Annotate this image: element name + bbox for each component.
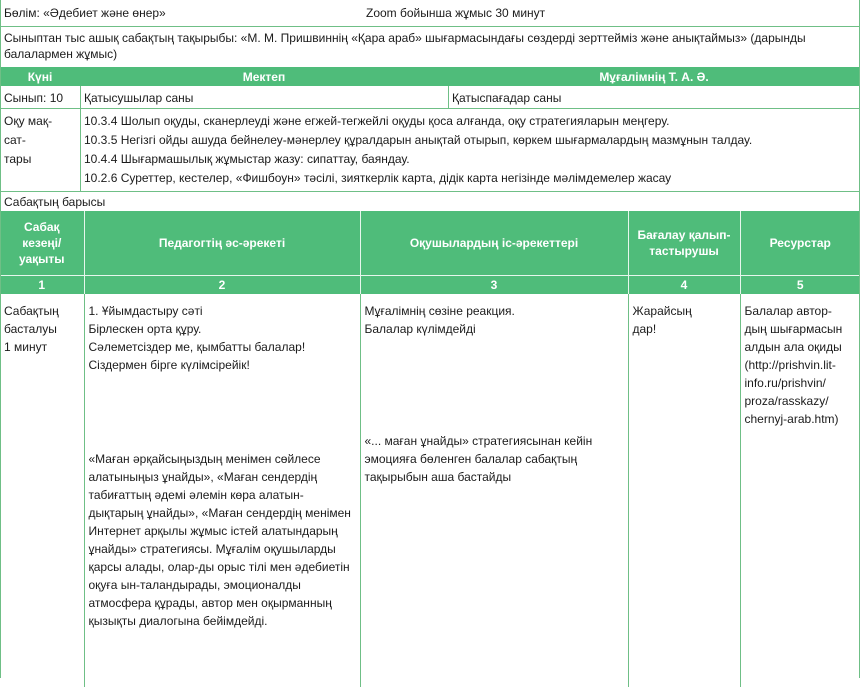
- student-reaction: Мұғалімнің сөзіне реакция. Балалар күлімдейді: [364, 304, 515, 336]
- objective-item: 10.3.5 Негізгі ойды ашуда бейнелеу-мәнерлеу құралдарын анықтай отырып, көркем шығармалардың мазмұнын талдау.: [84, 133, 753, 147]
- column-number: 1: [0, 276, 84, 295]
- objective-item: 10.3.4 Шолып оқуды, сканерлеуді және егжей-тегжейлі оқуды қоса алғанда, оқу стратегияларын меңгеру.: [84, 114, 670, 128]
- objectives-label-text: Оқу мақ- сат- тары: [4, 114, 53, 166]
- resources-cell: Балалар автор- дың шығармасын алдын ала оқиды (http://prishvin.lit- info.ru/prishvin/ proza/rasskazy/ chernyj-arab.htm): [744, 304, 843, 426]
- zoom-note: Zoom бойынша жұмыс 30 минут: [366, 6, 546, 20]
- student-strategy-response: «... маған ұнайды» стратегиясынан кейін эмоцияға бөленген балалар сабақтың тақырыбын аша бастайды: [364, 434, 593, 484]
- absent-count-label: Қатыспағадар саны: [452, 91, 562, 105]
- column-number: 3: [360, 276, 628, 295]
- objective-item: 10.2.6 Суреттер, кестелер, «Фишбоун» тәсілі, зияткерлік карта, дідік карта негізінде мәлімдемелер жасау: [84, 171, 672, 185]
- objectives-row: [0, 108, 860, 192]
- spacer: [365, 338, 624, 432]
- class-row: [0, 86, 860, 109]
- divider: [80, 108, 81, 191]
- lesson-table: [0, 211, 860, 687]
- stage-cell: Сабақтың басталуы 1 минут: [0, 294, 84, 687]
- assessment-cell: Жарайсың дар!: [628, 294, 740, 687]
- section-row: [0, 0, 860, 27]
- objectives-label: [4, 112, 74, 169]
- lesson-topic: Сыныптан тыс ашық сабақтың тақырыбы: «М. М. Пришвиннің «Қара араб» шығармасындағы сөздерді зерттейміз және анықтаймыз» (дарынды балалармен жұмыс): [0, 26, 860, 71]
- present-count-label: Қатысушылар саны: [84, 91, 194, 105]
- column-number-row: [0, 276, 860, 295]
- stage-header: Сабақ кезеңі/ уақыты: [0, 211, 84, 276]
- spacer: [89, 374, 356, 450]
- section-label: Бөлім: «Әдебиет және өнер»: [4, 6, 166, 20]
- divider: [448, 86, 449, 108]
- class-label: Сынып: 10: [4, 91, 64, 105]
- assessment-header: Бағалау қалып- тастырушы: [628, 211, 740, 276]
- column-number: 5: [740, 276, 860, 295]
- teacher-activity-cell: [84, 294, 360, 687]
- progress-title: Сабақтың барысы: [4, 195, 106, 209]
- column-number: 4: [628, 276, 740, 295]
- resources-header: Ресурстар: [740, 211, 860, 276]
- progress-title-row: [0, 191, 860, 211]
- student-activity-cell: [360, 294, 628, 687]
- objective-item: 10.4.4 Шығармашылық жұмыстар жазу: сипаттау, баяндау.: [84, 152, 410, 166]
- column-number: 2: [84, 276, 360, 295]
- day-header: Күні: [27, 70, 53, 84]
- objectives-list: [84, 112, 752, 188]
- table-row: [0, 294, 860, 687]
- info-header-row: [0, 67, 860, 86]
- student-activity-header: Оқушылардың іс-әрекеттері: [360, 211, 628, 276]
- teacher-header: Мұғалімнің Т. А. Ә.: [599, 70, 709, 84]
- table-header-row: [0, 211, 860, 276]
- teacher-activity-header: Педагогтің әс-әрекеті: [84, 211, 360, 276]
- school-header: Мектеп: [242, 70, 286, 84]
- teacher-activity-intro: 1. Ұйымдастыру сәті Бірлескен орта құру. Сәлеметсіздер ме, қымбатты балалар! Сіздермен бірге күлімсірейік!: [88, 304, 306, 372]
- divider: [80, 86, 81, 108]
- teacher-activity-strategy: «Маған әрқайсыңыздың менімен сөйлесе алатыныңыз ұнайды», «Маған сендердің табиғаттың әдемі әлемін көра алатын-дықтарың ұнайды», «Маған сендердің менімен Интернет арқылы жұмыс істей алатындарың ұнайды» стратегиясы. Мұғалім оқушыларды қарсы алады, олар-ды орыс тілі мен әдебиетін оқуға ын-таландырады, эмоционалды атмосфера құрады, автор мен оқырманның қызықты диалогына бейімдейді.: [88, 452, 351, 628]
